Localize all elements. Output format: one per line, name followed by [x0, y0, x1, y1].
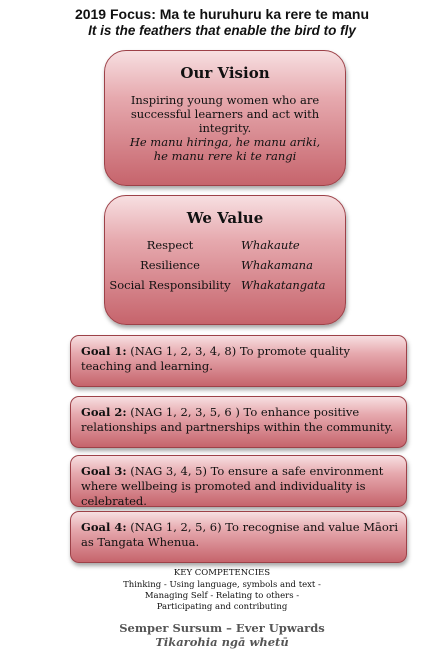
value-row — [105, 255, 326, 275]
motto-maori: Tikarohia ngā whetū — [155, 635, 289, 649]
vision-box — [104, 50, 346, 186]
vision-maori-line-1: He manu hiringa, he manu ariki, — [129, 135, 321, 149]
goal-4-box — [70, 511, 407, 563]
value-maori: Whakaute — [241, 238, 300, 252]
goal-text: (NAG 1, 2, 3, 5, 6 ) To enhance positive relationships and partnerships within the community. — [81, 405, 394, 434]
goal-text: (NAG 1, 2, 3, 4, 8) To promote quality teaching and learning. — [81, 344, 351, 373]
value-row — [105, 235, 326, 255]
motto-latin: Semper Sursum – Ever Upwards — [119, 621, 325, 635]
competencies-line-3: Participating and contributing — [156, 602, 288, 612]
focus-translation: It is the feathers that enable the bird to fly — [88, 23, 356, 38]
vision-title: Our Vision — [180, 64, 270, 82]
values-title: We Value — [186, 209, 264, 227]
goal-3-box — [70, 455, 407, 507]
school-motto — [0, 621, 444, 649]
goal-2-box — [70, 396, 407, 448]
values-table — [105, 235, 326, 295]
value-maori: Whakamana — [241, 258, 313, 272]
values-box — [104, 195, 346, 325]
value-maori: Whakatangata — [241, 278, 326, 292]
competencies-line-2: Managing Self - Relating to others - — [144, 591, 300, 601]
key-competencies — [0, 568, 444, 613]
goal-1-box — [70, 335, 407, 387]
value-english: Respect — [146, 238, 194, 252]
vision-text: Inspiring young women who are successful learners and act with integrity. — [130, 93, 320, 135]
goal-text: (NAG 3, 4, 5) To ensure a safe environment where wellbeing is promoted and individuality is celebrated. — [81, 464, 384, 508]
goal-text: (NAG 1, 2, 5, 6) To recognise and value Māori as Tangata Whenua. — [81, 520, 398, 549]
goal-label: Goal 1: — [81, 344, 127, 358]
page-header — [0, 6, 444, 39]
competencies-title: KEY COMPETENCIES — [173, 568, 271, 578]
vision-maori-line-2: he manu rere ki te rangi — [153, 149, 297, 163]
value-english: Social Responsibility — [109, 278, 231, 292]
value-english: Resilience — [140, 258, 200, 272]
competencies-line-1: Thinking - Using language, symbols and text - — [123, 580, 321, 590]
focus-title: 2019 Focus: Ma te huruhuru ka rere te manu — [74, 6, 370, 22]
goal-label: Goal 2: — [81, 405, 127, 419]
value-row — [105, 275, 326, 295]
goal-label: Goal 4: — [81, 520, 127, 534]
goal-label: Goal 3: — [81, 464, 127, 478]
